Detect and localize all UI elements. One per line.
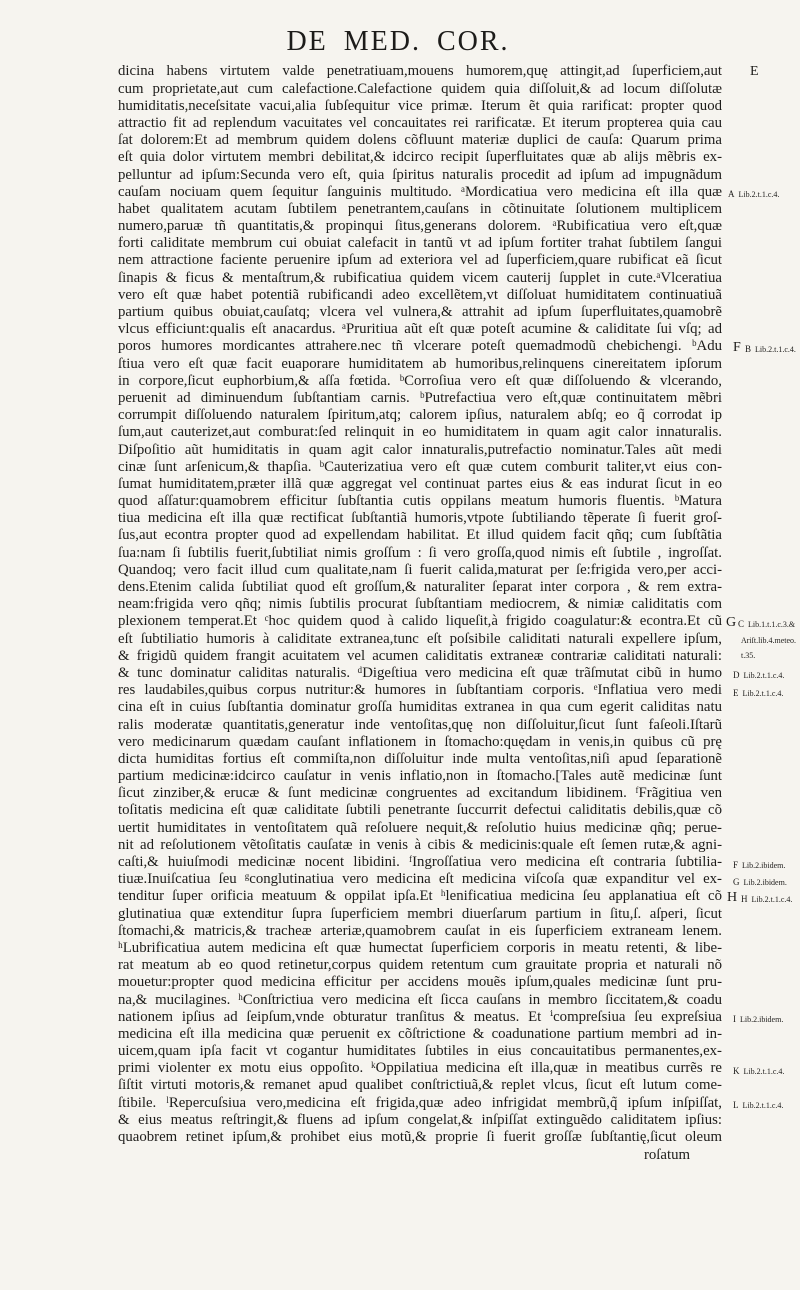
body-line: toſitatis medicina eſt quæ caliditate ſubtili penetrante ſuccurrit defectui caliditatis debilis,quæ cõ	[118, 802, 722, 819]
body-line: ſtiua vero eſt quæ facit euaporare humiditatem ab humoribus,relinquens cinereitatem ipſorum	[118, 355, 722, 372]
body-line: neam:frigida vero qñq; nimis ſubtilis procurat ſubſtantiam mediocrem, & nimiæ caliditatis com	[118, 596, 722, 613]
body-line: medicina eſt illa medicina quæ peruenit ex cõſtrictione & coadunatione partium membri ad in-	[118, 1025, 722, 1042]
note-letter: H	[741, 894, 748, 904]
body-line: ſus,aut econtra propter quod ad expellendam habilitat. Et illud quidem facit qñq; cum ſubſtãtia	[118, 527, 722, 544]
body-line: rat meatum ab eo quod retinetur,corpus quidem retentum cum grauitate propria et naturali nõ	[118, 957, 722, 974]
note-letter: I	[733, 1014, 736, 1025]
body-line: partium quibus obuiat,cauſatq; vlcera vel vulnera,& attrahit ad ipſum ſuperfluitates,quamobrẽ	[118, 304, 722, 321]
body-line: primi violenter ex motu eius oppoſito. ᵏOppilatiua medicina eſt illa,quæ in meatibus currẽs re	[118, 1060, 722, 1077]
body-line: partium medicinæ:idcirco cauſatur in venis inflatio,non in ſtomacho.[Tales autẽ medicinæ ſunt	[118, 768, 722, 785]
body-line: tiua medicina eſt illa quæ rectificat ſubſtantiã humoris,vtpote ſubtiliando tẽperate ſi fuerit groſ-	[118, 510, 722, 527]
note-reference: Ariſt.lib.4.meteo.	[741, 635, 796, 645]
marginal-note-a	[728, 184, 779, 201]
body-line: ſat dolorem:Et ad membrum quidem dolens cõfluunt materiæ duplici de cauſa: Quarum prima	[118, 132, 722, 149]
body-line: pelluntur ad ipſum:Secunda vero eſt, quia ſpiritus naturalis procedit ad ipſum ad impugnãdum	[118, 166, 722, 183]
body-line: poros humores mordicantes attrahere.nec tñ vlcerare poteſt quemadmodũ chebichengi. ᵇAdu	[118, 338, 722, 355]
body-line: ſum,aut cauterizet,aut comburat:ſed relinquit in eo humiditatem in quam agit calor innaturalis.	[118, 424, 722, 441]
body-line: ſiſtit virtuti motoris,& remanet apud qualibet conſtrictiuã,& replet vlcus, ſicut eſt lutum come-	[118, 1077, 722, 1094]
body-line: ſua:nam ſi ſubtilis fuerit,ſubtiliat nimis groſſum : ſi vero groſſa,quod nimis eſt ſubtile , ingroſſat.	[118, 544, 722, 561]
body-line: vero medicinarum quædam cauſant inflationem in ſtomacho:quędam in venis,in quibus cũ prę	[118, 733, 722, 750]
marginal-note-b	[745, 339, 796, 356]
body-line: corrumpit diſſoluendo naturalem ſpiritum,atq; calorem ipſius, naturalem abſq; eo q̃ corrodat ip	[118, 407, 722, 424]
note-letter: L	[733, 1100, 739, 1111]
marginal-note-e	[733, 683, 783, 700]
note-reference: Lib.2.ibidem.	[743, 877, 787, 887]
body-line: humiditatis,neceſsitate vacui,alia ſubſequitur vice primæ. Iterum ẽt quia rarificat: propter quod	[118, 97, 722, 114]
body-line: Quandoq; vero facit illud cum qualitate,nam ſi fuerit calida,maturat per ſe:frigida vero,per acci-	[118, 561, 722, 578]
body-line: res laudabiles,quibus corpus nutritur:& humores in ſubſtantiam corporis. ᵉInflatiua vero medi	[118, 682, 722, 699]
body-line: quod aſſatur:quamobrem efficitur ſubſtantia cutis oppilans meatum humoris fluentis. ᵇMatura	[118, 493, 722, 510]
body-line: vlcus efficiunt:qualis eſt anacardus. ᵃPruritiua aũt eſt quæ poteſt acumine & caliditate ſui vſq; ad	[118, 321, 722, 338]
body-line: peruenit ad diminuendum ſubſtantiam carnis. ᵇPutrefactiua vero eſt,quæ continuitatem mẽbri	[118, 389, 722, 406]
body-line: cinæ ſunt arſenicum,& thapſia. ᵇCauterizatiua vero eſt quæ cutem comburit taliter,vt eius con-	[118, 458, 722, 475]
marginal-note-i	[733, 1009, 783, 1026]
body-line: uertit humiditates in ventoſitatem quã reſoluere nequit,& reſolutio huius medicinæ qñq; perue-	[118, 819, 722, 836]
section-letter-h: H	[727, 890, 738, 905]
text-column	[118, 63, 722, 1146]
catchword: roſatum	[643, 1147, 690, 1163]
section-letter-f: F	[733, 339, 741, 355]
body-line: ſtomachi,& matricis,& tracheæ arteriæ,quamobrem cauſat in eis ſuperficiem extraneam lenem.	[118, 922, 722, 939]
body-line: eſt quia dolor virtutem membri debilitat,& idcirco recipit ſuperfluitates quæ ab alijs mẽbris ex-	[118, 149, 722, 166]
body-line: nationem ipſius ad ſeipſum,vnde obturatur tranſitus & meatus. Et ⁱcompreſsiua ſeu expreſsiua	[118, 1008, 722, 1025]
note-letter: B	[745, 343, 752, 354]
body-line: eſt ſubtiliatio humoris à caliditate extranea,tunc eſt poſsibile caliditati naturali expellere ipſum,	[118, 630, 722, 647]
body-line: cauſam nociuam quem ſequitur ſanguinis multitudo. ᵃMordicatiua vero medicina eſt illa quæ	[118, 183, 722, 200]
body-line: dicta humiditas fortius eſt commiſta,non diſſoluitur inde multa ventoſitas,niſi apud ſeparationẽ	[118, 750, 722, 767]
note-letter: F	[733, 859, 739, 870]
note-letter: A	[728, 188, 735, 199]
body-line: cum proprietate,aut cum calefactione.Calefactione quidem quia diſſoluit,& ad locum diſſolutæ	[118, 80, 722, 97]
marginal-note-l	[733, 1095, 783, 1112]
body-line: dicina habens virtutem valde penetratiuam,mouens humorem,quę attingit,ad ſuperficiem,aut	[118, 63, 722, 80]
note-letter: K	[733, 1066, 740, 1076]
body-line: vero eſt quæ habet potentiã rubificandi adeo excellẽtem,vt diſſoluat humiditatem continuatiuã	[118, 286, 722, 303]
body-line: dens.Etenim calida ſubtiliat quod eſt groſſum,& naturaliter ſeparat inter corpora , & rem extra-	[118, 579, 722, 596]
marginal-note-c	[738, 614, 795, 631]
marginal-note-c-line-3	[741, 645, 755, 662]
note-letter: E	[733, 687, 739, 698]
section-letter-e: E	[750, 64, 759, 80]
note-letter: C	[738, 618, 745, 629]
body-line: tiuæ.Inuiſcatiua ſeu ᵍconglutinatiua vero medicina eſt medicina viſcoſa quæ expanditur vel ex-	[118, 871, 722, 888]
marginal-note-g	[733, 872, 787, 889]
note-reference: Lib.2.t.1.c.4.	[755, 344, 796, 354]
note-reference: Lib.1.t.1.c.3.&	[748, 619, 796, 629]
marginal-note-k	[733, 1061, 784, 1078]
body-line: cina eſt in cuius ſubſtantia dominatur groſſa humiditas extranea in qua cum egerit caliditas natu	[118, 699, 722, 716]
note-reference: Lib.2.t.1.c.4.	[738, 189, 780, 199]
body-line: attractio fit ad replendum vacuitates vel concauitates rei rarificatæ. Et iterum propterea quia cau	[118, 114, 722, 131]
body-line: Diſpoſitio aũt humiditatis in quam agit calor innaturalis,putrefactio nominatur.Tales aũt medi	[118, 441, 722, 458]
body-line: uicem,quam ipſa facit vt cogantur humiditates ſubtiles in eius concauitatibus permanentes,ex-	[118, 1043, 722, 1060]
body-line: numero,paruæ tñ quantitatis,& propinqui ſitus,generans dolorem. ᵃRubificatiua vero eſt,quæ	[118, 218, 722, 235]
body-line: ſicut zinziber,& erucæ & ſunt medicinæ congruentes ad excitandum libidinem. ᶠFrãgitiua ven	[118, 785, 722, 802]
body-line: plexionem temperat.Et ᶜhoc quidem quod à calido liqueſit,à frigido coagulatur:& econtra.Et cũ	[118, 613, 722, 630]
body-line: nem attractione faciente peruenire ipſum ad exteriora vel ad ſuperficiem,quare rubificat eã ſicut	[118, 252, 722, 269]
body-line: ʰLubrificatiua autem medicina eſt quæ humectat ſuperficiem corporis in meatu retenti, & libe-	[118, 939, 722, 956]
body-line: habet qualitatem acutam ſubtilem penetrantem,cauſans in cõtinuitate ſolutionem multiplicem	[118, 200, 722, 217]
note-reference: Lib.2.ibidem.	[742, 860, 786, 870]
body-line: ſumat humiditatem,præter illã quæ aggregat vel continuat partes eius & eas indurat ſicut in eo	[118, 475, 722, 492]
section-letter-g: G	[726, 614, 737, 630]
body-line: in corpore,ſicut euphorbium,& aſſa fœtida. ᵇCorroſiua vero eſt quæ diſſoluendo & vlcerando,	[118, 372, 722, 389]
note-letter: G	[733, 876, 740, 887]
body-line: mouetur:propter quod medicina efficitur per accidens mouẽs ipſum,quales medicinæ ſunt pru-	[118, 974, 722, 991]
body-line: nit ad reſolutionem vẽtoſitatis cauſatæ in venis à cibis & medicinis:quale eſt ſemen rutæ,& agni-	[118, 836, 722, 853]
body-line: ſtibile. ˡRepercuſsiua vero,medicina eſt frigida,quæ adeo infrigidat membrũ,q̃ ipſum inſpiſſat,	[118, 1094, 722, 1111]
note-reference: Lib.2.t.1.c.4.	[751, 895, 793, 904]
body-line: & frigidũ quidem frangit acuitatem vel acumen caliditatis extraneæ contrariæ caliditati naturali:	[118, 647, 722, 664]
note-reference: Lib.2.t.1.c.4.	[743, 1067, 785, 1076]
body-line: quaobrem retinet ipſum,& prohibet eius motũ,& proprie ſi fuerit groſſæ ſubſtantię,ſicut oleum	[118, 1129, 722, 1146]
running-head: DE MED. COR.	[286, 26, 510, 57]
body-line: glutinatiua quæ extenditur ſupra ſuperficiem membri diuerſarum partium in ſitu,ſ. aſperi, ſicut	[118, 905, 722, 922]
body-line: na,& mucilagines. ʰConſtrictiua vero medicina eſt ſicca cauſans in membro ſiccitatem,& coadu	[118, 991, 722, 1008]
body-line: ralis moderatæ quantitatis,generatur inde ventoſitas,quę non diſſoluitur,ſicut ſunt faſeoli.Iſtarũ	[118, 716, 722, 733]
marginal-note-d	[733, 665, 784, 682]
note-reference: Lib.2.t.1.c.4.	[743, 671, 785, 681]
marginal-note-f	[733, 855, 785, 872]
note-reference: Lib.2.t.1.c.4.	[742, 1101, 784, 1111]
body-line: & tunc dominatur caliditas naturalis. ᵈDigeſtiua vero medicina eſt quæ trãſmutat cibũ in humo	[118, 664, 722, 681]
body-line: caſti,& huiuſmodi medicinæ nocent libidini. ᶠIngroſſatiua vero medicina eſt contraria ſubtilia-	[118, 854, 722, 871]
body-line: & eius meatus reſtringit,& fluens ad ipſum congelat,& inſpiſſat extinguẽdo caliditatem ipſius:	[118, 1111, 722, 1128]
note-letter: D	[733, 670, 740, 681]
body-line: forti caliditate membrum cui obuiat calefacit in tantũ vt ad ipſum fortiter trahat ſubtilem ſangui	[118, 235, 722, 252]
note-reference: Lib.2.t.1.c.4.	[742, 688, 784, 698]
note-reference: Lib.2.ibidem.	[740, 1015, 784, 1025]
body-line: ſinapis & ficus & mentaſtrum,& rubificatiua quidem vicem cauterij ſupplet in cute.ᵃVlceratiua	[118, 269, 722, 286]
note-reference: t.35.	[741, 651, 756, 660]
marginal-note-h	[741, 889, 792, 906]
body-line: tenditur ſuper orificia meatuum & oppilat ipſa.Et ʰlenificatiua medicina ſeu applanatiua eſt cõ	[118, 888, 722, 905]
